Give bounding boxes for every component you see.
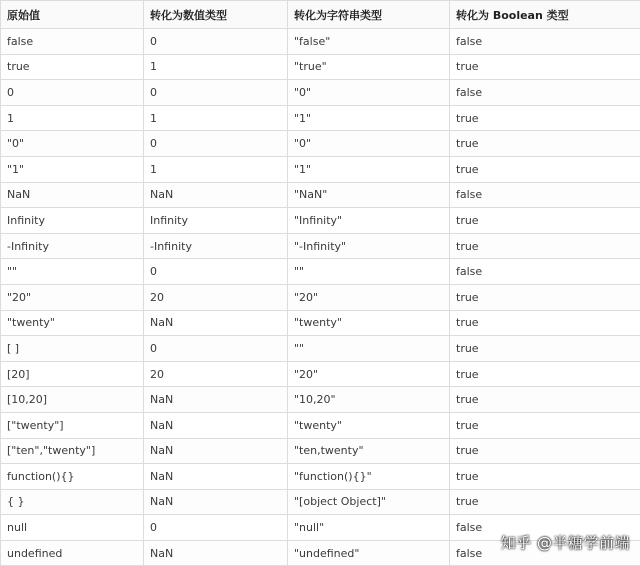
cell-number: 0 [144, 80, 288, 106]
table-body [1, 29, 640, 566]
cell-number: Infinity [144, 208, 288, 234]
cell-number: 0 [144, 259, 288, 285]
table-row [1, 310, 640, 336]
cell-original-value: -Infinity [1, 233, 144, 259]
cell-number: 0 [144, 336, 288, 362]
cell-boolean: false [450, 182, 640, 208]
cell-original-value: [10,20] [1, 387, 144, 413]
table-row [1, 387, 640, 413]
cell-original-value: ["twenty"] [1, 412, 144, 438]
cell-string: "ten,twenty" [288, 438, 450, 464]
cell-boolean: true [450, 336, 640, 362]
cell-string: "true" [288, 54, 450, 80]
cell-string: "NaN" [288, 182, 450, 208]
cell-string: "function(){}" [288, 464, 450, 490]
table-row [1, 259, 640, 285]
header-to-number: 转化为数值类型 [144, 1, 288, 29]
cell-original-value: function(){} [1, 464, 144, 490]
cell-original-value: undefined [1, 540, 144, 566]
cell-original-value: null [1, 515, 144, 541]
cell-original-value: 0 [1, 80, 144, 106]
cell-boolean: true [450, 438, 640, 464]
table-row [1, 233, 640, 259]
cell-number: NaN [144, 310, 288, 336]
cell-number: NaN [144, 540, 288, 566]
cell-string: "twenty" [288, 412, 450, 438]
cell-boolean: true [450, 361, 640, 387]
table-row [1, 208, 640, 234]
cell-boolean: true [450, 208, 640, 234]
watermark: 知乎 @半糖学前端 [501, 532, 630, 553]
cell-string: "-Infinity" [288, 233, 450, 259]
table-header-row [1, 1, 640, 29]
cell-string: "0" [288, 80, 450, 106]
table-row [1, 156, 640, 182]
cell-number: NaN [144, 412, 288, 438]
cell-original-value: Infinity [1, 208, 144, 234]
table-row [1, 412, 640, 438]
cell-boolean: true [450, 412, 640, 438]
cell-boolean: false [450, 540, 640, 566]
table-row [1, 284, 640, 310]
table-row [1, 438, 640, 464]
cell-number: 0 [144, 29, 288, 55]
table-row [1, 105, 640, 131]
cell-boolean: true [450, 105, 640, 131]
cell-string: "" [288, 336, 450, 362]
cell-string: "1" [288, 105, 450, 131]
cell-string: "null" [288, 515, 450, 541]
cell-original-value: NaN [1, 182, 144, 208]
cell-boolean: true [450, 233, 640, 259]
cell-original-value: true [1, 54, 144, 80]
cell-original-value: ["ten","twenty"] [1, 438, 144, 464]
cell-number: NaN [144, 464, 288, 490]
cell-original-value: false [1, 29, 144, 55]
cell-original-value: "20" [1, 284, 144, 310]
cell-string: "Infinity" [288, 208, 450, 234]
table-row [1, 29, 640, 55]
cell-boolean: true [450, 489, 640, 515]
cell-boolean: true [450, 464, 640, 490]
cell-original-value: 1 [1, 105, 144, 131]
cell-number: NaN [144, 387, 288, 413]
cell-number: 20 [144, 284, 288, 310]
cell-number: 1 [144, 105, 288, 131]
cell-string: "20" [288, 284, 450, 310]
cell-number: 1 [144, 156, 288, 182]
cell-original-value: { } [1, 489, 144, 515]
cell-string: "twenty" [288, 310, 450, 336]
cell-number: 0 [144, 515, 288, 541]
cell-number: NaN [144, 182, 288, 208]
cell-string: "false" [288, 29, 450, 55]
cell-original-value: "" [1, 259, 144, 285]
cell-string: "" [288, 259, 450, 285]
table-row [1, 489, 640, 515]
table-row [1, 464, 640, 490]
cell-string: "10,20" [288, 387, 450, 413]
header-original-value: 原始值 [1, 1, 144, 29]
cell-boolean: true [450, 131, 640, 157]
cell-string: "20" [288, 361, 450, 387]
cell-original-value: [20] [1, 361, 144, 387]
cell-boolean: true [450, 387, 640, 413]
cell-original-value: "1" [1, 156, 144, 182]
cell-number: 0 [144, 131, 288, 157]
table-row [1, 80, 640, 106]
cell-boolean: true [450, 156, 640, 182]
cell-boolean: false [450, 29, 640, 55]
cell-original-value: "twenty" [1, 310, 144, 336]
table-row [1, 182, 640, 208]
cell-boolean: true [450, 54, 640, 80]
table-row [1, 361, 640, 387]
cell-string: "0" [288, 131, 450, 157]
cell-boolean: false [450, 515, 640, 541]
table-row [1, 131, 640, 157]
cell-boolean: true [450, 284, 640, 310]
cell-number: NaN [144, 489, 288, 515]
cell-original-value: [ ] [1, 336, 144, 362]
cell-boolean: false [450, 80, 640, 106]
cell-number: 20 [144, 361, 288, 387]
cell-string: "1" [288, 156, 450, 182]
cell-original-value: "0" [1, 131, 144, 157]
table-row [1, 54, 640, 80]
cell-boolean: false [450, 259, 640, 285]
cell-string: "[object Object]" [288, 489, 450, 515]
cell-number: NaN [144, 438, 288, 464]
table-row [1, 336, 640, 362]
cell-boolean: true [450, 310, 640, 336]
header-to-string: 转化为字符串类型 [288, 1, 450, 29]
cell-number: -Infinity [144, 233, 288, 259]
header-to-boolean: 转化为 Boolean 类型 [450, 1, 640, 29]
cell-number: 1 [144, 54, 288, 80]
cell-string: "undefined" [288, 540, 450, 566]
